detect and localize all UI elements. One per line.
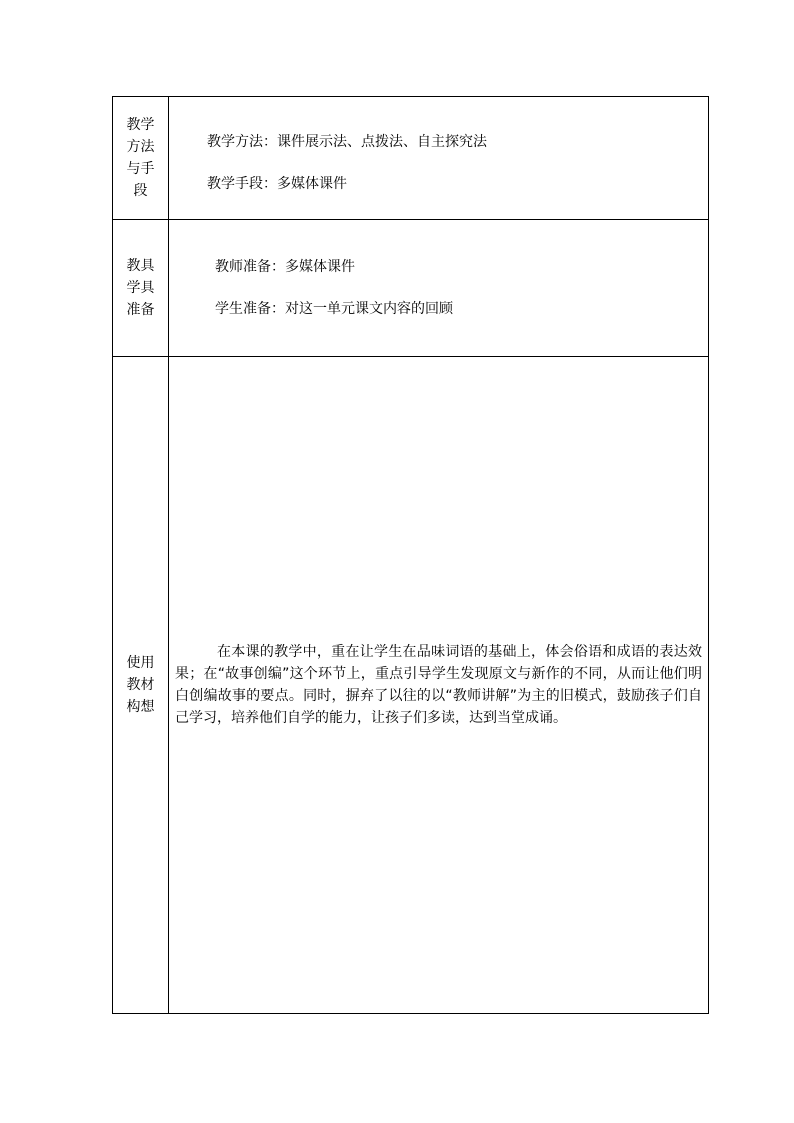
- label-line: 使用: [126, 655, 155, 671]
- student-preparation-text: 学生准备：对这一单元课文内容的回顾: [215, 301, 453, 317]
- teacher-preparation-text: 教师准备：多媒体课件: [215, 259, 355, 275]
- design-concept-paragraph: 在本课的教学中，重在让学生在品味词语的基础上，体会俗语和成语的表达效果；在“故事创编”这个环节上，重点引导学生发现原文与新作的不同，从而让他们明白创编故事的要点。同时，摒弃了以往的以“教师讲解”为主的旧模式，鼓励孩子们自己学习，培养他们自学的能力，让孩子们多读，达到当堂成诵。: [175, 644, 702, 726]
- label-line: 教具: [126, 258, 155, 274]
- label-line: 段: [133, 183, 148, 199]
- label-line: 构想: [126, 699, 155, 715]
- content-teaching-methods: [169, 97, 709, 220]
- teaching-means-text: 教学手段：多媒体课件: [207, 176, 347, 192]
- content-design-concept: [169, 357, 709, 1014]
- label-line: 准备: [126, 302, 155, 318]
- teaching-method-text: 教学方法：课件展示法、点拨法、自主探究法: [207, 134, 487, 150]
- label-line: 与手: [126, 161, 155, 177]
- table-row-teaching-methods: [113, 97, 709, 220]
- row-label-preparation: [113, 220, 169, 357]
- content-preparation: [169, 220, 709, 357]
- row-label-design-concept: [113, 357, 169, 1014]
- label-line: 学具: [126, 280, 155, 296]
- label-line: 教材: [126, 677, 155, 693]
- label-line: 教学: [126, 117, 155, 133]
- label-line: 方法: [126, 139, 155, 155]
- row-label-teaching-methods: [113, 97, 169, 220]
- lesson-plan-table: [112, 96, 709, 1014]
- table-row-preparation: [113, 220, 709, 357]
- table-row-design-concept: [113, 357, 709, 1014]
